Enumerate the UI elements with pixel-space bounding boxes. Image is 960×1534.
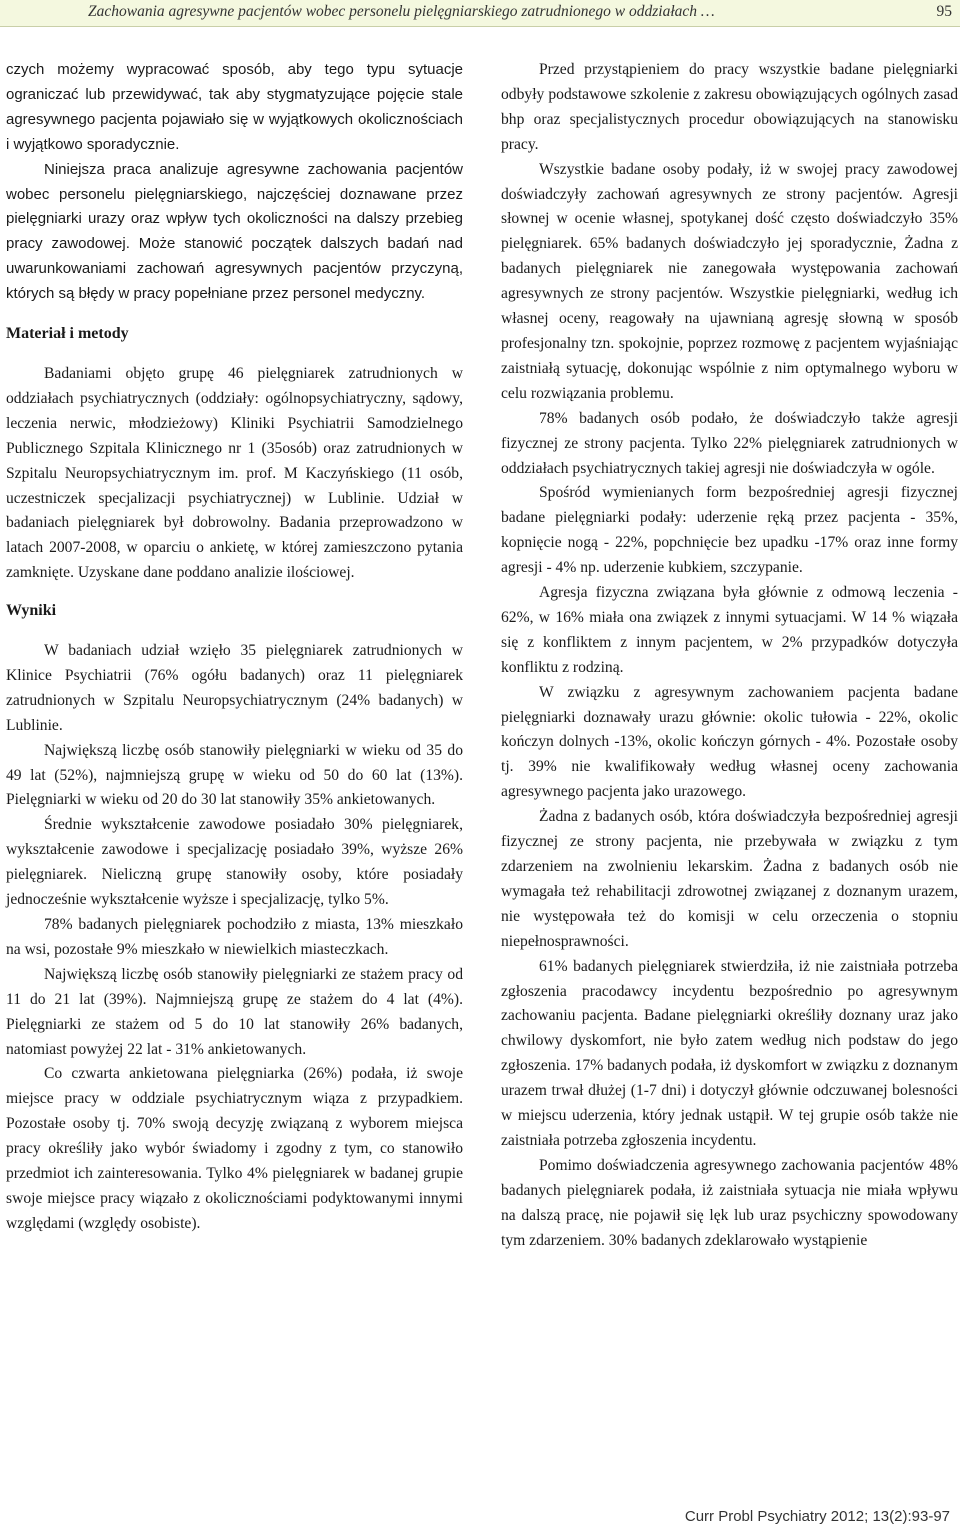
paragraph: Największą liczbę osób stanowiły pielęgniarki ze stażem pracy od 11 do 21 lat (39%). Najmniejszą grupę ze stażem do 4 lat (4%). Pielęgniarki ze stażem od 5 do 10 lat stanowiły 26% badanych, natomiast powyżej 22 lat - 31% ankietowanych.: [6, 965, 463, 1058]
paragraph: Spośród wymienianych form bezpośredniej agresji fizycznej badane pielęgniarki podały: uderzenie ręką przez pacjenta - 35%, kopnięcie nogą - 22%, popchnięcie bez upadku -17% oraz inne formy agresji - 4% np. uderzenie kubkiem, szczypanie.: [501, 484, 958, 577]
paragraph: Przed przystąpieniem do pracy wszystkie badane pielęgniarki odbyły podstawowe szkolenie z zakresu obowiązujących ogólnych zasad bhp oraz specjalistycznych procedur obowiązujących na stanowisku pracy.: [501, 61, 958, 153]
paragraph: czych możemy wypracować sposób, aby tego typu sytuacje ograniczać lub przewidywać, tak aby stygmatyzujące pojęcie stale agresywnego pacjenta pojawiało się w wyjątkowych okolicznościach i wyjątkowo sporadycznie.: [6, 61, 463, 153]
paragraph: Żadna z badanych osób, która doświadczyła bezpośredniej agresji fizycznej ze strony pacjenta, nie przebywała w związku z tym zdarzeniem na zwolnieniu lekarskim. Żadna z badanych osób nie wymagała też rehabilitacji zdrowotnej związanej z doznanym urazem, nie występowała też do komisji w celu orzeczenia o stopniu niepełnosprawności.: [501, 808, 958, 950]
running-header: [0, 0, 960, 27]
paragraph: W badaniach udział wzięło 35 pielęgniarek zatrudnionych w Klinice Psychiatrii (76% ogółu badanych) oraz 11 pielęgniarek zatrudnionych w Szpitalu Neuropsychiatrycznym (24% badanych) w Lublinie.: [6, 642, 463, 734]
paragraph: Największą liczbę osób stanowiły pielęgniarki w wieku od 35 do 49 lat (52%), najmniejszą grupę w wieku od 50 do 60 lat (13%). Pielęgniarki w wieku od 20 do 30 lat stanowiły 35% ankietowanych.: [6, 741, 463, 809]
paragraph: Pomimo doświadczenia agresywnego zachowania pacjentów 48% badanych pielęgniarek podała, iż zaistniała sytuacja nie miała wpływu na dalszą pracę, nie pojawił się lęk lub uraz psychiczny spowodowany tym zdarzeniem. 30% badanych zdeklarowało wystąpienie: [501, 1156, 958, 1249]
page-number: 95: [936, 3, 952, 20]
journal-citation: Curr Probl Psychiatry 2012; 13(2):93-97: [684, 1508, 950, 1525]
paragraph: Niniejsza praca analizuje agresywne zachowania pacjentów wobec personelu pielęgniarskiego, najczęściej doznawane przez pielęgniarki urazy oraz wpływ tych okoliczności na dalszy przebieg pracy zawodowej. Może stanowić początek dalszych badań nad uwarunkowaniami zachowań agresywnych pacjentów przyczyną, których są błędy w pracy popełniane przez personel medyczny.: [6, 160, 463, 303]
section-heading-methods: Materiał i metody: [6, 325, 129, 343]
paragraph: Badaniami objęto grupę 46 pielęgniarek zatrudnionych w oddziałach psychiatrycznych (oddziały: ogólnopsychiatryczny, sądowy, leczenia nerwic, młodzieżowy) Kliniki Psychiatrii Samodzielnego Publicznego Szpitala Klinicznego nr 1 (35osób) oraz zatrudnionych w Szpitalu Neuropsychiatrycznym im. prof. M Kaczyńskiego (11 osób, uczestniczek specjalizacji psychiatrycznej) w Lublinie. Udział w badaniach pielęgniarek był dobrowolny. Badania przeprowadzono w latach 2007-2008, w oparciu o ankietę, w której zamieszczono pytania zamknięte. Uzyskane dane poddano analizie ilościowej.: [6, 364, 463, 582]
paragraph: W związku z agresywnym zachowaniem pacjenta badane pielęgniarki doznawały urazu głównie: okolic tułowia - 22%, okolic kończyn dolnych -13%, okolic kończyn górnych - 4%. Pozostałe osoby tj. 39% nie kwalifikowały według własnej oceny zachowania agresywnego pacjenta jako urazowego.: [501, 683, 958, 801]
paragraph: 61% badanych pielęgniarek stwierdziła, iż nie zaistniała potrzeba zgłoszenia pracodawcy incydentu bezpośrednio po agresywnym zachowaniu pacjenta. Badane pielęgniarki określiły doznany uraz jako chwilowy dyskomfort, nie było zatem według nich podstaw do jego zgłoszenia. 17% badanych podała, iż dyskomfort w związku z doznanym urazem trwał dłużej (1-7 dni) i dotyczył głównie odczuwanej bolesności w miejscu uderzenia, który jednak ustąpił. W tej grupie osób także nie zaistniała potrzeba zgłoszenia incydentu.: [501, 957, 958, 1149]
paragraph: 78% badanych osób podało, że doświadczyło także agresji fizycznej ze strony pacjenta. Tylko 22% pielęgniarek zatrudnionych w oddziałach psychiatrycznych takiej agresji nie doświadczyła w ogóle.: [501, 409, 958, 477]
running-title: Zachowania agresywne pacjentów wobec personelu pielęgniarskiego zatrudnionego w oddziałach …: [88, 3, 715, 20]
paragraph: Co czwarta ankietowana pielęgniarka (26%) podała, iż swoje miejsce pracy w oddziale psychiatrycznym wiąza z przypadkiem. Pozostałe osoby tj. 70% swoją decyzję związaną z wyborem miejsca pracy określiły jako wybór świadomy i zgodny z tym, co stanowiło przedmiot ich zainteresowania. Tylko 4% pielęgniarek w badanej grupie swoje miejsce pracy wiązało z okolicznościami podyktowanymi innymi względami (względy osobiste).: [6, 1065, 463, 1232]
left-column: [6, 58, 463, 1237]
paragraph: 78% badanych pielęgniarek pochodziło z miasta, 13% mieszkało na wsi, pozostałe 9% mieszkało w niewielkich miasteczkach.: [6, 916, 463, 958]
paragraph: Wszystkie badane osoby podały, iż w swojej pracy zawodowej doświadczyły zachowań agresywnych ze strony pacjentów. Agresji słownej w ocenie własnej, spotykanej dość często doświadczyło 35% pielęgniarek. 65% badanych doświadczyło jej sporadycznie, Żadna z badanych pielęgniarek nie zanegowała występowania zachowań agresywnych ze strony pacjentów. Wszystkie pielęgniarki, według ich własnej oceny, reagowały na ujawnianą agresję słowną w sposób profesjonalny tzn. spokojnie, poprzez rozmowę z pacjentem wyjaśniając zaistniałą sytuację, dokonując wspólnie z nim optymalnego wyboru w celu rozwiązania problemu.: [501, 160, 958, 402]
section-heading-results: Wyniki: [6, 602, 57, 620]
paragraph: Średnie wykształcenie zawodowe posiadało 30% pielęgniarek, wykształcenie zawodowe i specjalizację posiadało 39%, wyższe 26% pielęgniarek. Nieliczną grupę stanowiły osoby, które posiadały jednocześnie wykształcenie wyższe i specjalizację, tylko 5%.: [6, 816, 463, 909]
right-column: [501, 58, 958, 1254]
paragraph: Agresja fizyczna związana była głównie z odmową leczenia - 62%, w 16% miała ona związek z innymi sytuacjami. W 14 % wiązała się z konfliktem z innym pacjentem, w 2% przypadków dotyczyła konfliktu z rodziną.: [501, 584, 958, 676]
